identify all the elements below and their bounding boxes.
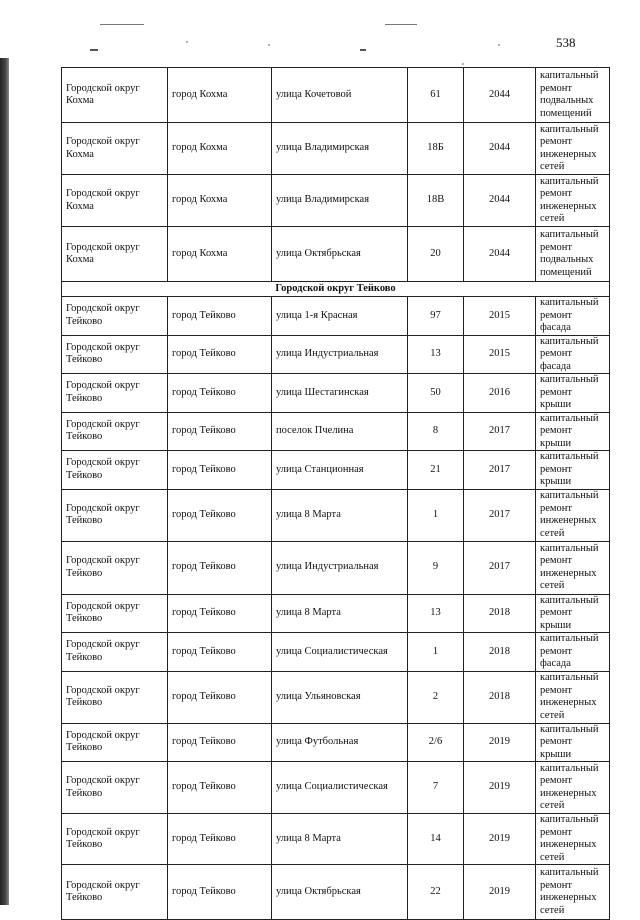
cell-year: 2019 <box>464 814 536 865</box>
section-title: Городской округ Тейково <box>62 282 610 297</box>
cell-house: 21 <box>408 451 464 490</box>
table-row <box>62 541 610 594</box>
scan-mark <box>462 63 464 65</box>
table-row <box>62 594 610 633</box>
cell-street: улица Октябрьская <box>272 865 408 920</box>
table-row <box>62 297 610 336</box>
cell-district: Городской округ Тейково <box>62 297 168 336</box>
cell-street: улица Индустриальная <box>272 541 408 594</box>
cell-work: капитальный ремонт фасада <box>536 297 610 336</box>
cell-city: город Тейково <box>168 451 272 490</box>
cell-city: город Тейково <box>168 762 272 814</box>
table-row <box>62 723 610 762</box>
cell-house: 18В <box>408 175 464 227</box>
scan-mark <box>90 49 98 51</box>
table-row <box>62 374 610 413</box>
cell-work: капитальный ремонт крыши <box>536 594 610 633</box>
cell-city: город Тейково <box>168 723 272 762</box>
cell-work: капитальный ремонт крыши <box>536 374 610 413</box>
cell-district: Городской округ Тейково <box>62 489 168 541</box>
cell-work: капитальный ремонт инженерных сетей <box>536 865 610 920</box>
cell-city: город Тейково <box>168 671 272 723</box>
table-row <box>62 762 610 814</box>
cell-year: 2044 <box>464 123 536 175</box>
table-row <box>62 814 610 865</box>
cell-district: Городской округ Тейково <box>62 412 168 451</box>
cell-street: улица Футбольная <box>272 723 408 762</box>
table-row <box>62 175 610 227</box>
scan-mark <box>268 44 270 46</box>
cell-city: город Тейково <box>168 489 272 541</box>
cell-district: Городской округ Тейково <box>62 335 168 374</box>
cell-city: город Тейково <box>168 541 272 594</box>
cell-house: 1 <box>408 489 464 541</box>
cell-district: Городской округ Кохма <box>62 123 168 175</box>
cell-work: капитальный ремонт фасада <box>536 335 610 374</box>
table-row <box>62 633 610 672</box>
cell-year: 2018 <box>464 671 536 723</box>
table-section <box>62 282 610 297</box>
scan-mark <box>360 49 366 51</box>
cell-street: улица 1-я Красная <box>272 297 408 336</box>
cell-city: город Тейково <box>168 594 272 633</box>
cell-year: 2019 <box>464 762 536 814</box>
cell-work: капитальный ремонт инженерных сетей <box>536 541 610 594</box>
cell-city: город Кохма <box>168 227 272 282</box>
scan-mark <box>385 24 417 25</box>
table-row <box>62 227 610 282</box>
cell-house: 13 <box>408 594 464 633</box>
cell-year: 2044 <box>464 227 536 282</box>
table-row <box>62 489 610 541</box>
table-body-teykovo <box>62 297 610 920</box>
scan-edge-shadow <box>0 58 9 905</box>
cell-city: город Тейково <box>168 412 272 451</box>
cell-work: капитальный ремонт инженерных сетей <box>536 671 610 723</box>
table-row <box>62 865 610 920</box>
section-header-row <box>62 282 610 297</box>
cell-street: улица 8 Марта <box>272 594 408 633</box>
cell-street: улица Октябрьская <box>272 227 408 282</box>
cell-house: 9 <box>408 541 464 594</box>
cell-district: Городской округ Тейково <box>62 594 168 633</box>
cell-house: 13 <box>408 335 464 374</box>
cell-house: 14 <box>408 814 464 865</box>
cell-year: 2019 <box>464 723 536 762</box>
cell-year: 2044 <box>464 68 536 123</box>
cell-work: капитальный ремонт инженерных сетей <box>536 762 610 814</box>
cell-work: капитальный ремонт фасада <box>536 633 610 672</box>
cell-street: улица Индустриальная <box>272 335 408 374</box>
cell-year: 2044 <box>464 175 536 227</box>
cell-year: 2017 <box>464 489 536 541</box>
cell-year: 2015 <box>464 297 536 336</box>
cell-street: улица Ульяновская <box>272 671 408 723</box>
table-row <box>62 335 610 374</box>
cell-year: 2018 <box>464 594 536 633</box>
cell-work: капитальный ремонт крыши <box>536 451 610 490</box>
cell-house: 8 <box>408 412 464 451</box>
cell-year: 2016 <box>464 374 536 413</box>
cell-city: город Кохма <box>168 123 272 175</box>
cell-year: 2017 <box>464 451 536 490</box>
cell-city: город Тейково <box>168 297 272 336</box>
cell-district: Городской округ Тейково <box>62 633 168 672</box>
cell-street: улица 8 Марта <box>272 489 408 541</box>
cell-district: Городской округ Тейково <box>62 541 168 594</box>
cell-street: улица Владимирская <box>272 123 408 175</box>
cell-district: Городской округ Тейково <box>62 814 168 865</box>
cell-district: Городской округ Тейково <box>62 723 168 762</box>
cell-district: Городской округ Тейково <box>62 865 168 920</box>
cell-street: улица Владимирская <box>272 175 408 227</box>
cell-year: 2015 <box>464 335 536 374</box>
cell-street: улица Станционная <box>272 451 408 490</box>
cell-house: 50 <box>408 374 464 413</box>
cell-work: капитальный ремонт подвальных помещений <box>536 68 610 123</box>
cell-house: 61 <box>408 68 464 123</box>
cell-street: улица 8 Марта <box>272 814 408 865</box>
cell-year: 2019 <box>464 865 536 920</box>
cell-house: 22 <box>408 865 464 920</box>
cell-work: капитальный ремонт крыши <box>536 723 610 762</box>
cell-work: капитальный ремонт инженерных сетей <box>536 123 610 175</box>
cell-district: Городской округ Кохма <box>62 68 168 123</box>
cell-house: 1 <box>408 633 464 672</box>
cell-district: Городской округ Кохма <box>62 227 168 282</box>
cell-house: 97 <box>408 297 464 336</box>
cell-city: город Тейково <box>168 633 272 672</box>
cell-district: Городской округ Кохма <box>62 175 168 227</box>
cell-house: 18Б <box>408 123 464 175</box>
cell-house: 2/6 <box>408 723 464 762</box>
cell-city: город Кохма <box>168 68 272 123</box>
cell-street: улица Социалистическая <box>272 633 408 672</box>
cell-street: улица Кочетовой <box>272 68 408 123</box>
cell-city: город Кохма <box>168 175 272 227</box>
cell-street: поселок Пчелина <box>272 412 408 451</box>
cell-district: Городской округ Тейково <box>62 671 168 723</box>
table-row <box>62 412 610 451</box>
scan-mark <box>498 44 500 46</box>
scan-mark <box>100 24 144 25</box>
table-row <box>62 123 610 175</box>
table-row <box>62 451 610 490</box>
scan-mark <box>186 41 188 43</box>
cell-city: город Тейково <box>168 335 272 374</box>
cell-work: капитальный ремонт инженерных сетей <box>536 814 610 865</box>
cell-city: город Тейково <box>168 374 272 413</box>
cell-house: 20 <box>408 227 464 282</box>
cell-street: улица Социалистическая <box>272 762 408 814</box>
cell-district: Городской округ Тейково <box>62 451 168 490</box>
cell-work: капитальный ремонт инженерных сетей <box>536 175 610 227</box>
cell-work: капитальный ремонт крыши <box>536 412 610 451</box>
cell-work: капитальный ремонт инженерных сетей <box>536 489 610 541</box>
table-body-kokhma <box>62 68 610 282</box>
housing-repair-table <box>61 67 610 920</box>
cell-year: 2017 <box>464 412 536 451</box>
cell-district: Городской округ Тейково <box>62 374 168 413</box>
table-row <box>62 68 610 123</box>
cell-year: 2018 <box>464 633 536 672</box>
cell-district: Городской округ Тейково <box>62 762 168 814</box>
page-number: 538 <box>556 35 576 50</box>
cell-house: 2 <box>408 671 464 723</box>
cell-work: капитальный ремонт подвальных помещений <box>536 227 610 282</box>
cell-city: город Тейково <box>168 865 272 920</box>
cell-year: 2017 <box>464 541 536 594</box>
cell-house: 7 <box>408 762 464 814</box>
cell-street: улица Шестагинская <box>272 374 408 413</box>
cell-city: город Тейково <box>168 814 272 865</box>
table-row <box>62 671 610 723</box>
